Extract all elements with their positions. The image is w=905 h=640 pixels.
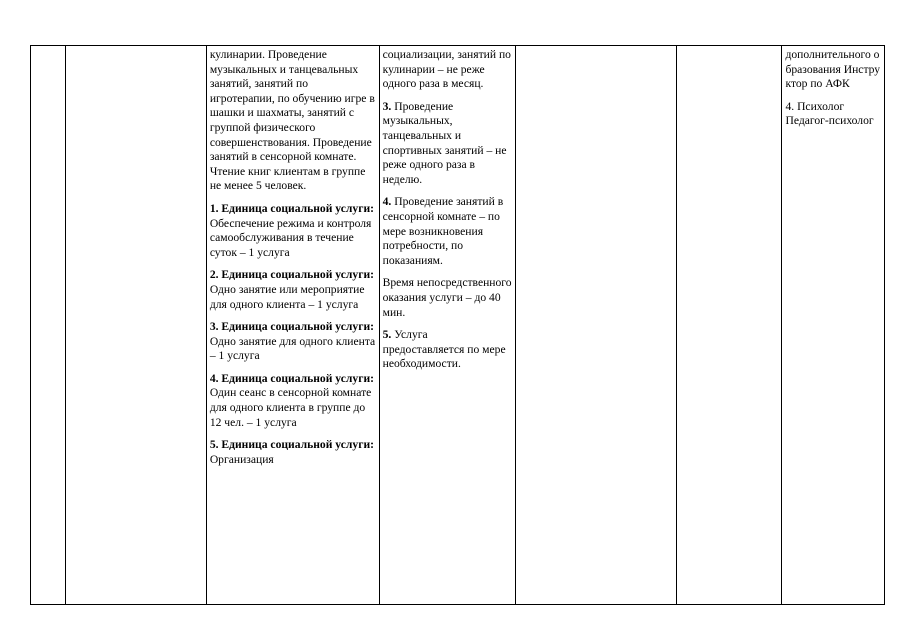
terms-item-text: Услуга предоставляется по мере необходимости. (382, 328, 506, 371)
terms-item-text: Проведение музыкальных, танцевальных и спортивных занятий – не реже одного раза в неделю. (382, 99, 507, 186)
unit-text: Один сеанс в сенсорной комнате для одного клиента в группе до 12 чел. – 1 услуга (209, 386, 372, 429)
unit-heading: 5. Единица социальной услуги (209, 438, 371, 452)
terms-item-number: 3. (382, 99, 392, 113)
terms-intro: социализации, занятий по кулинарии – не реже одного раза в месяц. (382, 48, 511, 91)
unit-text: Организация (209, 452, 274, 466)
unit-block: 3. Единица социальной услуги: Одно занятие для одного клиента – 1 услуга (209, 320, 376, 363)
services-table (30, 45, 885, 605)
table-row (31, 46, 885, 605)
terms-item (383, 328, 513, 372)
terms-item (383, 100, 513, 188)
cell-empty-1 (516, 46, 677, 605)
unit-heading: 3. Единица социальной услуги (209, 320, 371, 334)
unit-heading: 2. Единица социальной услуги (209, 268, 371, 282)
staff-item: 4. Психолог Педагог-психолог (785, 99, 874, 128)
cell-empty-2 (676, 46, 781, 605)
cell-staff (782, 46, 885, 605)
terms-item (383, 195, 513, 268)
unit-block: 1. Единица социальной услуги: Обеспечение режима и контроля самообслуживания в течение суток – 1 услуга (209, 201, 375, 259)
unit-block: 2. Единица социальной услуги: Одно занятие или мероприятие для одного клиента – 1 услуга (209, 268, 375, 311)
terms-item-number: 4. (382, 195, 392, 209)
cell-service-terms (379, 46, 516, 605)
description-intro: кулинарии. Проведение музыкальных и танцевальных занятий, занятий по игротерапии, по обучению игре в шашки и шахматы, занятий с группой физического совершенствования. Проведение занятий в сенсорной комнате. Чтение книг клиентам в группе не менее 5 человек. (209, 48, 375, 193)
unit-text: Одно занятие для одного клиента – 1 услуга (209, 334, 376, 363)
unit-text: Одно занятие или мероприятие для одного клиента – 1 услуга (209, 282, 365, 311)
terms-item-text: Проведение занятий в сенсорной комнате – по мере возникновения потребности, по показаниям. (382, 195, 504, 267)
cell-service-description (206, 46, 379, 605)
staff-intro: дополнительного образования Инструктор по АФК (785, 48, 881, 91)
unit-heading: 4. Единица социальной услуги (209, 371, 371, 385)
terms-item-text: Время непосредственного оказания услуги – до 40 мин. (382, 276, 512, 319)
unit-block: 4. Единица социальной услуги: Один сеанс в сенсорной комнате для одного клиента в группе до 12 чел. – 1 услуга (209, 371, 375, 429)
unit-text: Обеспечение режима и контроля самообслуживания в течение суток – 1 услуга (209, 216, 372, 259)
terms-item (383, 276, 513, 320)
terms-item-number: 5. (382, 328, 392, 342)
cell-number (31, 46, 66, 605)
unit-heading: 1. Единица социальной услуги (209, 201, 371, 215)
unit-block: 5. Единица социальной услуги: Организация (209, 438, 375, 466)
cell-service-name (66, 46, 207, 605)
